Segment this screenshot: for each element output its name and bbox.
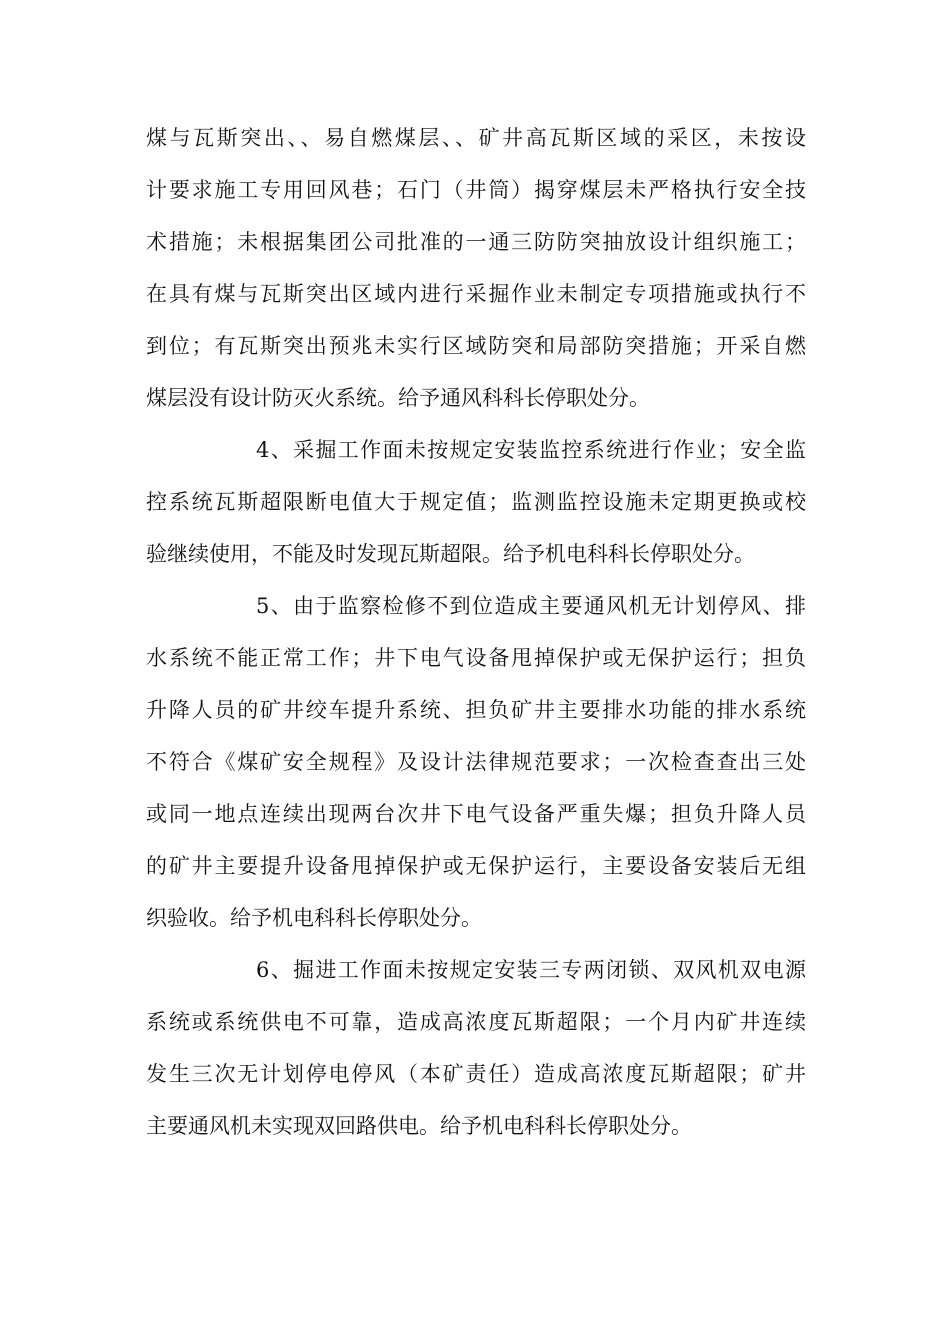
text-line: 织验收。给予机电科科长停职处分。 (146, 906, 482, 930)
text-line: 在具有煤与瓦斯突出区域内进行采掘作业未制定专项措施或执行不 (146, 282, 806, 306)
text-line: 6、掘进工作面未按规定安装三专两闭锁、双风机双电源 (256, 958, 806, 982)
text-line: 主要通风机未实现双回路供电。给予机电科科长停职处分。 (146, 1114, 692, 1138)
paragraph-item-6 (146, 944, 806, 1152)
text-line: 4、采掘工作面未按规定安装监控系统进行作业；安全监 (256, 438, 806, 462)
document-body (146, 112, 806, 1152)
paragraph-ventilation (146, 112, 806, 424)
text-line: 验继续使用，不能及时发现瓦斯超限。给予机电科科长停职处分。 (146, 542, 755, 566)
text-line: 水系统不能正常工作；井下电气设备甩掉保护或无保护运行；担负 (146, 646, 806, 670)
text-line: 煤与瓦斯突出、、易自燃煤层、、矿井高瓦斯区域的采区，未按设 (146, 126, 806, 150)
text-line: 术措施；未根据集团公司批准的一通三防防突抽放设计组织施工； (146, 230, 806, 254)
text-line: 或同一地点连续出现两台次井下电气设备严重失爆；担负升降人员 (146, 802, 806, 826)
text-line: 到位；有瓦斯突出预兆未实行区域防突和局部防突措施；开采自燃 (146, 334, 806, 358)
text-line: 煤层没有设计防灭火系统。给予通风科科长停职处分。 (146, 386, 650, 410)
text-line: 5、由于监察检修不到位造成主要通风机无计划停风、排 (256, 594, 806, 618)
paragraph-item-4 (146, 424, 806, 580)
text-line: 升降人员的矿井绞车提升系统、担负矿井主要排水功能的排水系统 (146, 698, 806, 722)
text-line: 控系统瓦斯超限断电值大于规定值；监测监控设施未定期更换或校 (146, 490, 806, 514)
text-line: 系统或系统供电不可靠，造成高浓度瓦斯超限；一个月内矿井连续 (146, 1010, 806, 1034)
paragraph-item-5 (146, 580, 806, 944)
text-line: 发生三次无计划停电停风（本矿责任）造成高浓度瓦斯超限；矿井 (146, 1062, 806, 1086)
text-line: 计要求施工专用回风巷；石门（井筒）揭穿煤层未严格执行安全技 (146, 178, 806, 202)
text-line: 的矿井主要提升设备甩掉保护或无保护运行，主要设备安装后无组 (146, 854, 806, 878)
text-line: 不符合《煤矿安全规程》及设计法律规范要求；一次检查查出三处 (146, 750, 806, 774)
